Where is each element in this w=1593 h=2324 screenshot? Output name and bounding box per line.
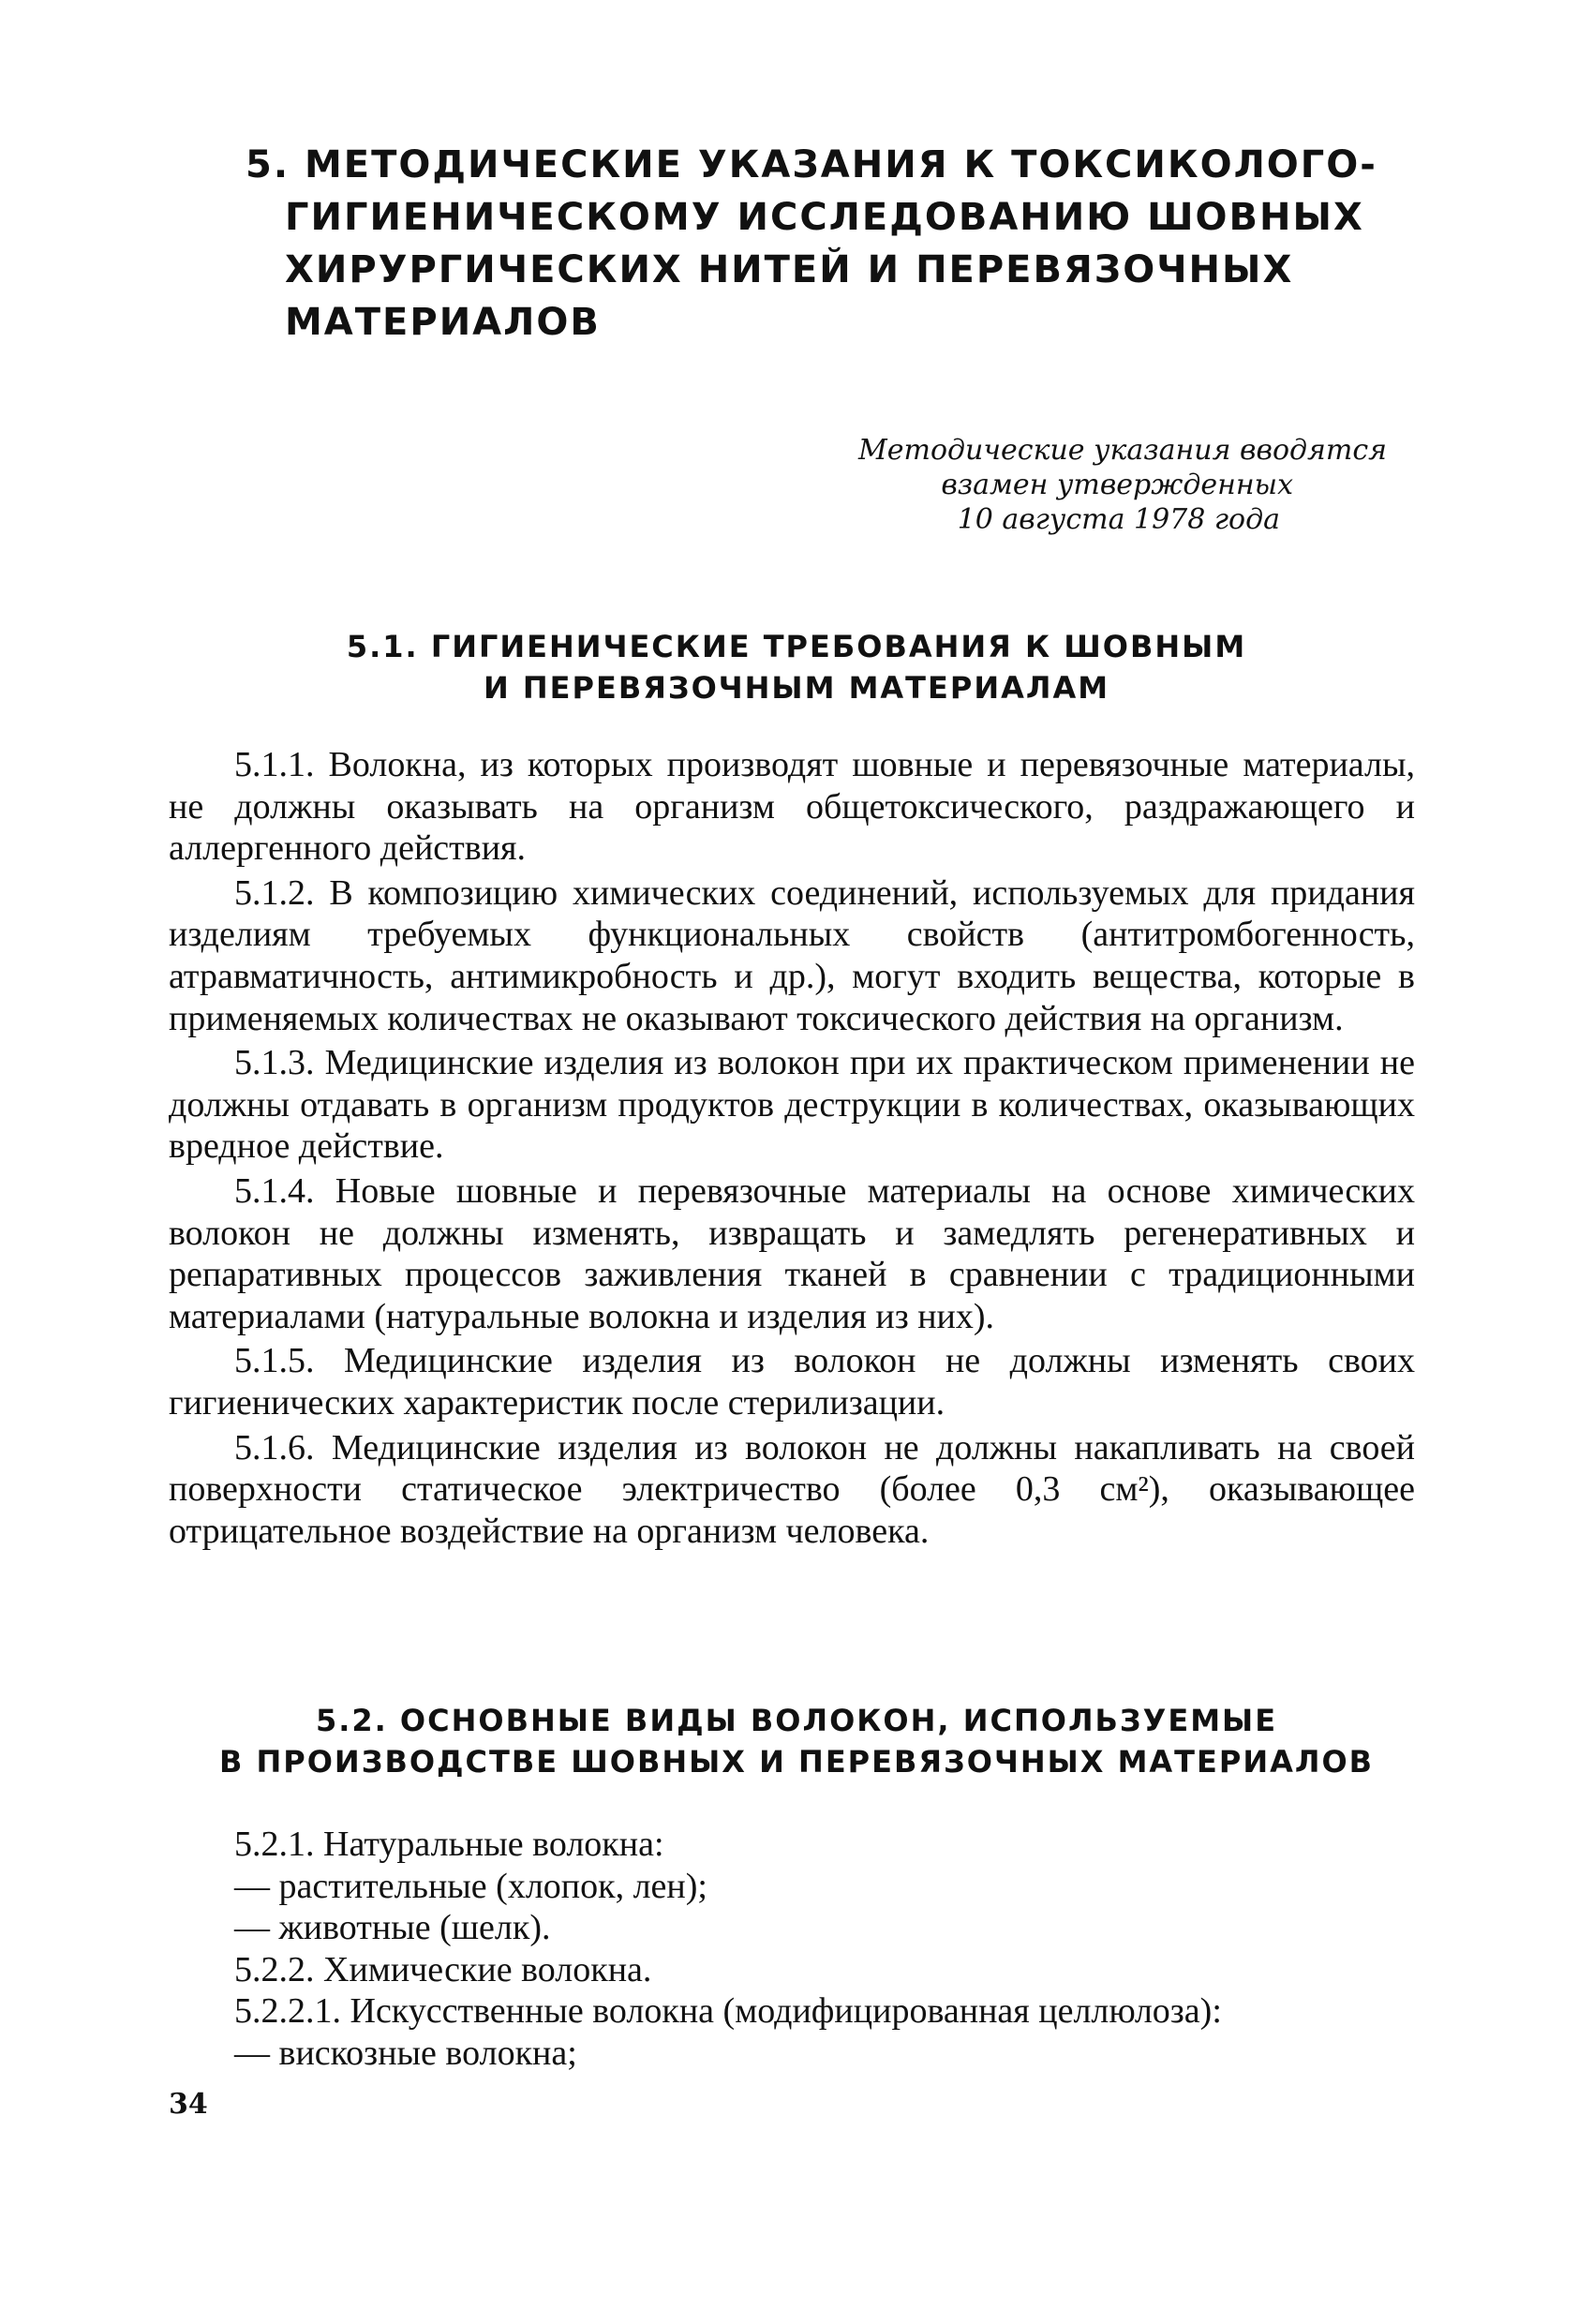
section-heading-5-2 (169, 1700, 1424, 1782)
section-heading-line: В ПРОИЗВОДСТВЕ ШОВНЫХ И ПЕРЕВЯЗОЧНЫХ МАТЕРИАЛОВ (218, 1744, 1375, 1780)
epigraph-line: Методические указания вводятся (858, 434, 1387, 467)
section-heading-5-1 (169, 626, 1424, 708)
list-item: — вискозные волокна; (234, 2033, 577, 2073)
section-heading-line: И ПЕРЕВЯЗОЧНЫМ МАТЕРИАЛАМ (483, 670, 1110, 706)
list-item: 5.2.1. Натуральные волокна: (234, 1825, 664, 1864)
paragraph-5-1-4: 5.1.4. Новые шовные и перевязочные материалы на основе химических волокон не должны изменять, извращать и замедлять регенеративных и репаративных процессов заживления тканей в сравнении с традиционными материалами (натуральные волокна и изделия из них). (169, 1170, 1415, 1336)
section-heading-line: 5.2. ОСНОВНЫЕ ВИДЫ ВОЛОКОН, ИСПОЛЬЗУЕМЫЕ (315, 1703, 1278, 1738)
list-item: 5.2.2.1. Искусственные волокна (модифицированная целлюлоза): (234, 1991, 1222, 2032)
section-5-1-body (169, 744, 1415, 1555)
chapter-title (246, 139, 1426, 349)
chapter-title-line: МАТЕРИАЛОВ (285, 301, 601, 344)
chapter-title-line: ХИРУРГИЧЕСКИХ НИТЕЙ И ПЕРЕВЯЗОЧНЫХ (285, 248, 1294, 291)
list-item: 5.2.2. Химические волокна. (234, 1949, 652, 1989)
page-number: 34 (169, 2088, 208, 2121)
epigraph-line: взамен утвержденных (941, 469, 1293, 501)
list-item: — животные (шелк). (234, 1908, 551, 1948)
paragraph-5-1-3: 5.1.3. Медицинские изделия из волокон при их практическом применении не должны отдавать в организм продуктов деструкции в количествах, оказывающих вредное действие. (169, 1043, 1415, 1167)
epigraph-line: 10 августа 1978 года (957, 503, 1280, 536)
epigraph-note (656, 433, 1387, 537)
section-5-2-body (169, 1824, 1415, 2075)
chapter-title-line: 5. МЕТОДИЧЕСКИЕ УКАЗАНИЯ К ТОКСИКОЛОГО- (246, 143, 1377, 186)
section-heading-line: 5.1. ГИГИЕНИЧЕСКИЕ ТРЕБОВАНИЯ К ШОВНЫМ (346, 629, 1247, 664)
chapter-title-line: ГИГИЕНИЧЕСКОМУ ИССЛЕДОВАНИЮ ШОВНЫХ (285, 196, 1364, 239)
list-item: — растительные (хлопок, лен); (234, 1866, 707, 1906)
paragraph-5-1-5: 5.1.5. Медицинские изделия из волокон не должны изменять своих гигиенических характеристик после стерилизации. (169, 1341, 1415, 1423)
paragraph-5-1-6: 5.1.6. Медицинские изделия из волокон не должны накапливать на своей поверхности статическое электричество (более 0,3 см²), оказывающее отрицательное воздействие на организм человека. (169, 1427, 1415, 1551)
paragraph-5-1-2: 5.1.2. В композицию химических соединений, используемых для придания изделиям требуемых функциональных свойств (антитромбогенность, атравматичность, антимикробность и др.), могут входить вещества, которые в применяемых количествах не оказывают токсического действия на организм. (169, 872, 1415, 1038)
paragraph-5-1-1: 5.1.1. Волокна, из которых производят шовные и перевязочные материалы, не должны оказывать на организм общетоксического, раздражающего и аллергенного действия. (169, 745, 1415, 869)
